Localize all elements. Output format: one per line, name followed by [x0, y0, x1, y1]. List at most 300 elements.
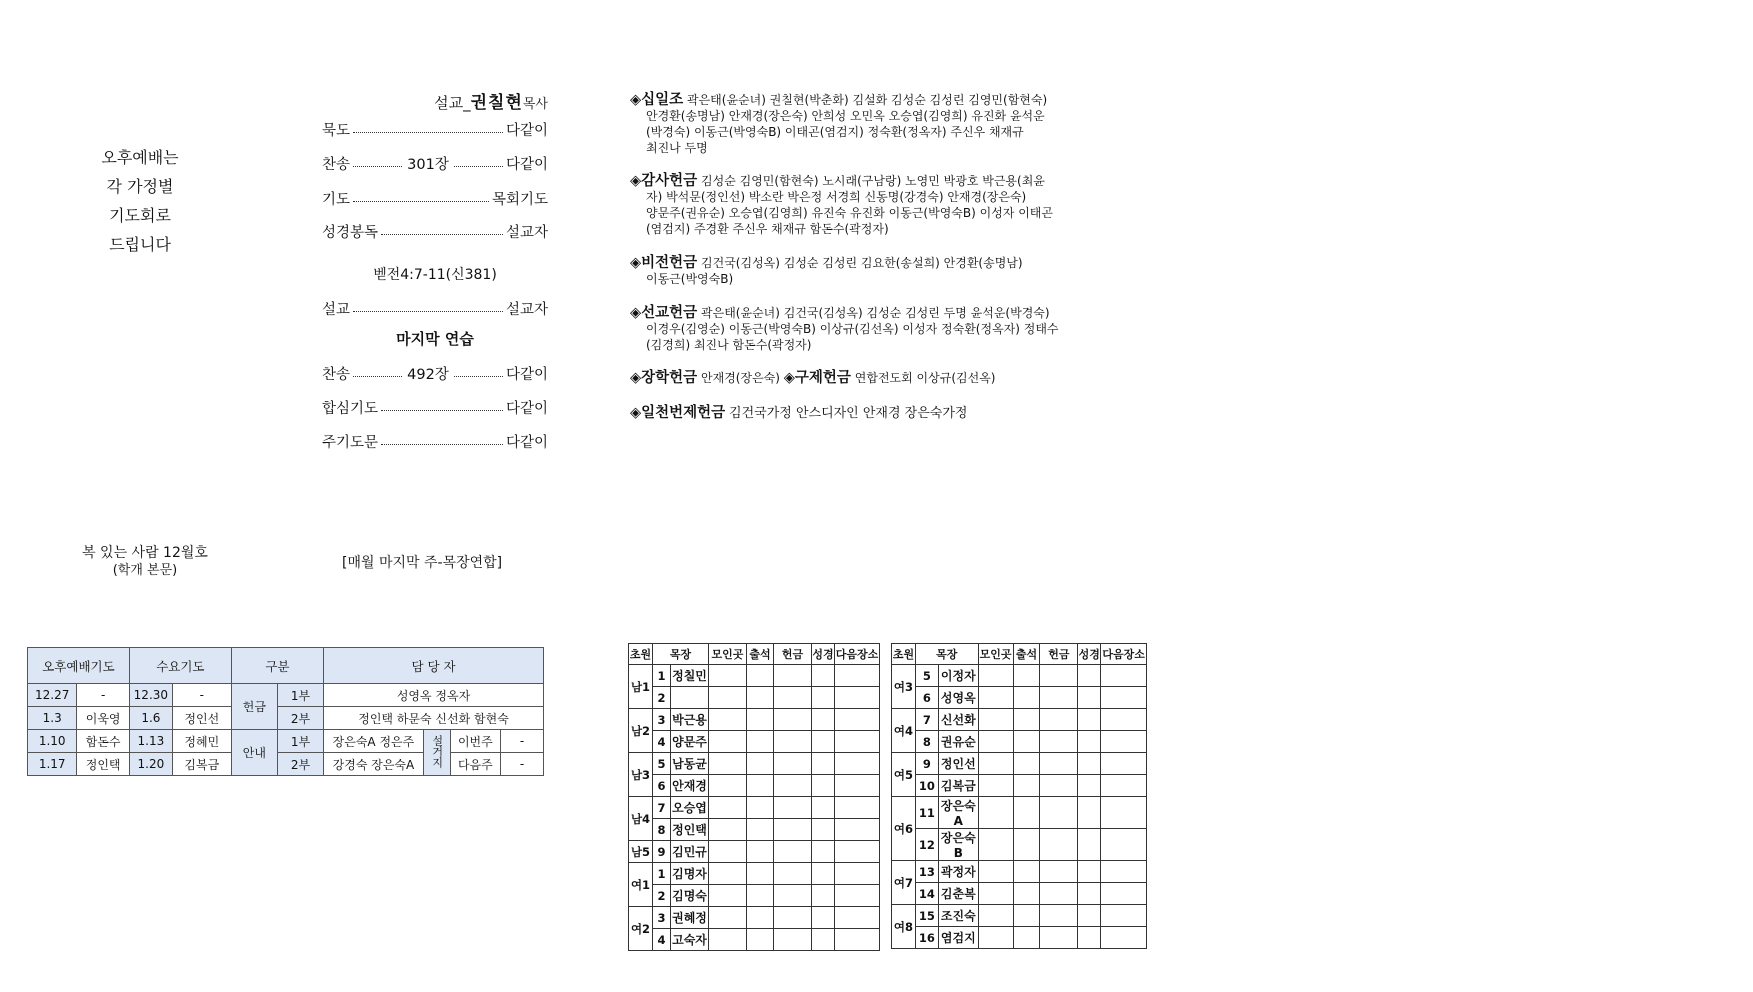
- table-row: [28, 684, 544, 707]
- blank-cell: [774, 819, 812, 841]
- cell-number: 3: [653, 709, 671, 731]
- duty-staff: 정인택 하문숙 신선화 함현숙: [324, 707, 544, 730]
- blank-cell: [1078, 861, 1101, 883]
- order-label: 주기도문: [322, 435, 379, 451]
- offering-title: ◈구제헌금: [783, 370, 851, 386]
- blank-cell: [1101, 731, 1147, 753]
- cell-number: 4: [653, 929, 671, 951]
- cell-number: 2: [653, 687, 671, 709]
- order-row: [322, 188, 548, 209]
- blank-cell: [978, 861, 1013, 883]
- offering-names: 김건국가정 안스디자인 안재경 장은숙가정: [729, 406, 968, 421]
- duty-date: 1.13: [129, 730, 172, 753]
- blank-cell: [835, 907, 880, 929]
- table-row: [892, 753, 1147, 775]
- blank-cell: [835, 709, 880, 731]
- cell-number: 7: [915, 709, 938, 731]
- blank-cell: [1040, 797, 1078, 829]
- blank-cell: [812, 929, 835, 951]
- leader-name: 정인선: [938, 753, 978, 775]
- duty-part: 2부: [277, 753, 323, 776]
- table-row: [28, 707, 544, 730]
- blank-cell: [747, 775, 774, 797]
- group-label: 여1: [629, 863, 653, 907]
- offering-title: ◈장학헌금: [630, 370, 698, 386]
- duty-date: 12.30: [129, 684, 172, 707]
- table-row: [892, 905, 1147, 927]
- blank-cell: [812, 687, 835, 709]
- cell-number: 10: [915, 775, 938, 797]
- cell-number: 6: [653, 775, 671, 797]
- blank-cell: [747, 929, 774, 951]
- cell-number: 1: [653, 863, 671, 885]
- hymn-number: 301장: [407, 157, 449, 173]
- cell-number: 11: [915, 797, 938, 829]
- leader-name: 고숙자: [671, 929, 709, 951]
- order-label: 설교: [322, 302, 351, 318]
- blank-cell: [1013, 927, 1040, 949]
- order-value: 다같이: [505, 435, 548, 451]
- order-value: 다같이: [505, 157, 549, 173]
- offering-names: 자) 박석문(정인선) 박소란 박은정 서경희 신동명(강경숙) 안재경(장은숙): [646, 190, 1027, 204]
- blank-cell: [774, 687, 812, 709]
- blank-cell: [978, 687, 1013, 709]
- cell-number: 3: [653, 907, 671, 929]
- duty-date: 1.6: [129, 707, 172, 730]
- leader-name: 곽정자: [938, 861, 978, 883]
- order-label: 찬송: [322, 157, 351, 173]
- duty-date: 1.3: [28, 707, 77, 730]
- duty-person: 정혜민: [172, 730, 231, 753]
- cell-number: 8: [653, 819, 671, 841]
- group-label: 여6: [892, 797, 916, 861]
- sermon-title: 마지막 연습: [396, 330, 474, 348]
- offering-title: ◈일천번제헌금: [630, 405, 726, 421]
- offering-names: 이경우(김영순) 이동근(박영숙B) 이상규(김선옥) 이성자 정숙환(정옥자) 정태수: [646, 322, 1059, 336]
- attendance-header: 초원: [629, 644, 653, 665]
- blank-cell: [1078, 905, 1101, 927]
- blank-cell: [1101, 665, 1147, 687]
- leader-name: 양문주: [671, 731, 709, 753]
- dish-label: 다음주: [450, 753, 500, 776]
- table-row: [892, 731, 1147, 753]
- duty-date: 1.10: [28, 730, 77, 753]
- blank-cell: [978, 731, 1013, 753]
- dish-group: [423, 730, 450, 776]
- blank-cell: [1078, 883, 1101, 905]
- table-row: [28, 753, 544, 776]
- dish-value: -: [501, 753, 544, 776]
- cell-number: 8: [915, 731, 938, 753]
- blank-cell: [1040, 731, 1078, 753]
- offering-mission: [630, 305, 1150, 353]
- blank-cell: [812, 665, 835, 687]
- cell-number: 7: [653, 797, 671, 819]
- duty-part: 2부: [277, 707, 323, 730]
- order-row: [322, 431, 548, 452]
- duty-table: [27, 647, 544, 776]
- blank-cell: [1040, 775, 1078, 797]
- duty-person: 이욱영: [77, 707, 130, 730]
- blank-cell: [1078, 927, 1101, 949]
- blank-cell: [1078, 687, 1101, 709]
- blank-cell: [1101, 775, 1147, 797]
- offering-title: ◈선교헌금: [630, 305, 698, 321]
- blank-cell: [1078, 797, 1101, 829]
- blank-cell: [709, 841, 747, 863]
- duty-person: 정인선: [172, 707, 231, 730]
- blank-cell: [1101, 927, 1147, 949]
- group-label: 남1: [629, 665, 653, 709]
- offering-thousand: [630, 405, 1150, 422]
- blank-cell: [709, 797, 747, 819]
- table-row: [629, 907, 880, 929]
- duty-person: 함돈수: [77, 730, 130, 753]
- afternoon-notice: [90, 143, 190, 259]
- blank-cell: [1013, 775, 1040, 797]
- blank-cell: [747, 665, 774, 687]
- blank-cell: [1013, 687, 1040, 709]
- table-row: [629, 687, 880, 709]
- duty-header: 구분: [231, 648, 323, 684]
- blank-cell: [747, 863, 774, 885]
- blank-cell: [1013, 829, 1040, 861]
- group-label: 여2: [629, 907, 653, 951]
- blank-cell: [1101, 709, 1147, 731]
- table-row: [629, 775, 880, 797]
- blank-cell: [835, 665, 880, 687]
- blank-cell: [1101, 829, 1147, 861]
- blank-cell: [1040, 753, 1078, 775]
- leader-name: 신선화: [938, 709, 978, 731]
- duty-part: 1부: [277, 684, 323, 707]
- blank-cell: [774, 665, 812, 687]
- table-row: [892, 927, 1147, 949]
- leader-name: 김복금: [938, 775, 978, 797]
- cell-number: 2: [653, 885, 671, 907]
- blank-cell: [747, 907, 774, 929]
- attendance-header: 성경: [1078, 644, 1101, 665]
- attendance-header: 다음장소: [835, 644, 880, 665]
- leader-name: [671, 687, 709, 709]
- attendance-table-right: [891, 643, 1147, 949]
- blank-cell: [774, 841, 812, 863]
- group-label: 남4: [629, 797, 653, 841]
- blank-cell: [1101, 687, 1147, 709]
- blank-cell: [835, 885, 880, 907]
- blank-cell: [1013, 797, 1040, 829]
- attendance-header: 성경: [812, 644, 835, 665]
- group-label: 남2: [629, 709, 653, 753]
- table-row: [892, 797, 1147, 829]
- table-row: [629, 797, 880, 819]
- monthly-note: [매월 마지막 주-목장연합]: [342, 555, 503, 571]
- blank-cell: [835, 819, 880, 841]
- blank-cell: [747, 753, 774, 775]
- cell-number: 14: [915, 883, 938, 905]
- blank-cell: [709, 775, 747, 797]
- cell-number: 9: [653, 841, 671, 863]
- duty-date: 1.20: [129, 753, 172, 776]
- order-value: 다같이: [505, 367, 549, 383]
- table-row: [629, 841, 880, 863]
- cell-number: 5: [915, 665, 938, 687]
- cell-number: 16: [915, 927, 938, 949]
- afternoon-line: 기도회로: [109, 206, 171, 225]
- blank-cell: [835, 687, 880, 709]
- order-value: 목회기도: [491, 192, 548, 208]
- offering-names: 김건국(김성옥) 김성순 김성린 김요한(송설희) 안경환(송명남): [701, 256, 1023, 270]
- blank-cell: [978, 883, 1013, 905]
- blank-cell: [747, 819, 774, 841]
- offering-names: 이동근(박영숙B): [646, 272, 734, 286]
- blank-cell: [1101, 753, 1147, 775]
- offering-names: 안경환(송명남) 안재경(장은숙) 안희성 오민옥 오승엽(김영희) 유진화 윤석운: [646, 109, 1045, 123]
- blank-cell: [978, 709, 1013, 731]
- offering-names: 김성순 김영민(함현숙) 노시래(구남랑) 노영민 박광호 박근용(최윤: [701, 174, 1045, 188]
- group-label: 남5: [629, 841, 653, 863]
- order-label: 성경봉독: [322, 225, 379, 241]
- order-value: 다같이: [505, 401, 548, 417]
- blank-cell: [709, 687, 747, 709]
- duty-person: -: [77, 684, 130, 707]
- leader-name: 남동균: [671, 753, 709, 775]
- blank-cell: [1013, 709, 1040, 731]
- offering-names: (김경희) 최진나 함돈수(곽정자): [646, 338, 812, 352]
- blank-cell: [1040, 709, 1078, 731]
- blank-cell: [978, 829, 1013, 861]
- attendance-header: 모인곳: [709, 644, 747, 665]
- blank-cell: [1101, 797, 1147, 829]
- cell-number: 13: [915, 861, 938, 883]
- devotional-subtitle: (학개 본문): [112, 563, 178, 578]
- blank-cell: [835, 731, 880, 753]
- attendance-header: 다음장소: [1101, 644, 1147, 665]
- leader-name: 이정자: [938, 665, 978, 687]
- table-row: [629, 665, 880, 687]
- blank-cell: [774, 709, 812, 731]
- group-label: 여5: [892, 753, 916, 797]
- attendance-header: 목장: [653, 644, 709, 665]
- blank-cell: [1040, 883, 1078, 905]
- blank-cell: [812, 907, 835, 929]
- blank-cell: [709, 665, 747, 687]
- leader-name: 성영옥: [938, 687, 978, 709]
- blank-cell: [747, 687, 774, 709]
- offering-names: 안재경(장은숙): [701, 371, 780, 385]
- cell-number: 1: [653, 665, 671, 687]
- blank-cell: [835, 753, 880, 775]
- order-value: 설교자: [505, 225, 548, 241]
- order-row: [322, 221, 548, 242]
- attendance-header: 출석: [1013, 644, 1040, 665]
- blank-cell: [1040, 665, 1078, 687]
- blank-cell: [774, 907, 812, 929]
- group-label: 여3: [892, 665, 916, 709]
- blank-cell: [709, 907, 747, 929]
- afternoon-line: 오후예배는: [101, 148, 179, 167]
- blank-cell: [1040, 927, 1078, 949]
- devotional-note: [60, 544, 230, 580]
- order-row: [322, 153, 548, 174]
- blank-cell: [1078, 731, 1101, 753]
- blank-cell: [1013, 883, 1040, 905]
- blank-cell: [709, 819, 747, 841]
- blank-cell: [835, 929, 880, 951]
- blank-cell: [812, 775, 835, 797]
- blank-cell: [1101, 861, 1147, 883]
- duty-group: 안내: [231, 730, 277, 776]
- blank-cell: [1078, 709, 1101, 731]
- blank-cell: [1078, 829, 1101, 861]
- offering-vision: [630, 255, 1150, 287]
- dish-value: -: [501, 730, 544, 753]
- order-row: [322, 397, 548, 418]
- leader-name: 박근용: [671, 709, 709, 731]
- leader-name: 오승엽: [671, 797, 709, 819]
- table-row: [629, 819, 880, 841]
- blank-cell: [1101, 883, 1147, 905]
- leader-name: 정칠민: [671, 665, 709, 687]
- preacher-name: 권칠현: [470, 93, 523, 113]
- leader-name: 김명자: [671, 863, 709, 885]
- duty-group: 헌금: [231, 684, 277, 730]
- blank-cell: [835, 841, 880, 863]
- attendance-header: 헌금: [1040, 644, 1078, 665]
- blank-cell: [1013, 905, 1040, 927]
- offering-scholarship: [630, 370, 1150, 386]
- blank-cell: [1013, 861, 1040, 883]
- blank-cell: [978, 797, 1013, 829]
- devotional-title: 복 있는 사람 12월호: [82, 545, 208, 561]
- group-label: 남3: [629, 753, 653, 797]
- offering-title: ◈감사헌금: [630, 173, 698, 189]
- offering-names: (박경숙) 이동근(박영숙B) 이태곤(염검지) 정숙환(정옥자) 주신우 채재규: [646, 125, 1024, 139]
- blank-cell: [978, 753, 1013, 775]
- duty-person: 정인택: [77, 753, 130, 776]
- duty-header: 수요기도: [129, 648, 231, 684]
- offering-names: 양문주(권유순) 오승엽(김영희) 유진숙 유진화 이동근(박영숙B) 이성자 이태곤: [646, 206, 1053, 220]
- offering-names: 연합전도회 이상규(김선옥): [854, 371, 996, 385]
- blank-cell: [747, 841, 774, 863]
- blank-cell: [812, 709, 835, 731]
- afternoon-line: 각 가정별: [106, 177, 174, 196]
- blank-cell: [835, 797, 880, 819]
- offering-title: ◈십일조: [630, 92, 684, 108]
- leader-name: 정인택: [671, 819, 709, 841]
- blank-cell: [774, 797, 812, 819]
- blank-cell: [774, 885, 812, 907]
- blank-cell: [774, 731, 812, 753]
- cell-number: 12: [915, 829, 938, 861]
- table-row: [629, 731, 880, 753]
- cell-number: 6: [915, 687, 938, 709]
- blank-cell: [709, 863, 747, 885]
- blank-cell: [709, 885, 747, 907]
- duty-staff: 성영옥 정옥자: [324, 684, 544, 707]
- table-row: [28, 730, 544, 753]
- blank-cell: [774, 753, 812, 775]
- offering-title: ◈비전헌금: [630, 255, 698, 271]
- blank-cell: [978, 905, 1013, 927]
- table-row: [629, 885, 880, 907]
- hymn-number: 492장: [407, 367, 449, 383]
- blank-cell: [709, 709, 747, 731]
- blank-cell: [747, 731, 774, 753]
- blank-cell: [812, 731, 835, 753]
- blank-cell: [774, 775, 812, 797]
- leader-name: 염검지: [938, 927, 978, 949]
- blank-cell: [1013, 731, 1040, 753]
- table-row: [892, 775, 1147, 797]
- afternoon-line: 드립니다: [109, 235, 171, 254]
- blank-cell: [812, 841, 835, 863]
- order-label: 합심기도: [322, 401, 379, 417]
- sermon-prefix: 설교_: [434, 94, 471, 112]
- duty-person: 김복금: [172, 753, 231, 776]
- table-row: [892, 687, 1147, 709]
- attendance-header: 초원: [892, 644, 916, 665]
- group-label: 여7: [892, 861, 916, 905]
- blank-cell: [709, 731, 747, 753]
- table-row: [629, 709, 880, 731]
- leader-name: 김민규: [671, 841, 709, 863]
- leader-name: 조진숙: [938, 905, 978, 927]
- offering-names: (염검지) 주경환 주신우 채재규 함돈수(곽정자): [646, 222, 889, 236]
- dish-group-label: 설거지: [430, 734, 444, 768]
- table-row: [892, 665, 1147, 687]
- duty-part: 1부: [277, 730, 323, 753]
- blank-cell: [709, 753, 747, 775]
- cell-number: 5: [653, 753, 671, 775]
- blank-cell: [1078, 665, 1101, 687]
- offering-names: 곽은태(윤순녀) 권칠현(박춘화) 김설화 김성순 김성린 김영민(함현숙): [687, 93, 1048, 107]
- blank-cell: [812, 885, 835, 907]
- blank-cell: [812, 753, 835, 775]
- attendance-header: 헌금: [774, 644, 812, 665]
- cell-number: 4: [653, 731, 671, 753]
- blank-cell: [835, 775, 880, 797]
- leader-name: 김명숙: [671, 885, 709, 907]
- blank-cell: [747, 709, 774, 731]
- order-row: [322, 119, 548, 140]
- blank-cell: [1040, 861, 1078, 883]
- offering-names: 곽은태(윤순녀) 김건국(김성옥) 김성순 김성린 두명 윤석운(박경숙): [701, 306, 1050, 320]
- blank-cell: [1013, 665, 1040, 687]
- table-row: [629, 753, 880, 775]
- blank-cell: [978, 665, 1013, 687]
- duty-date: 12.27: [28, 684, 77, 707]
- order-label: 찬송: [322, 367, 351, 383]
- blank-cell: [812, 819, 835, 841]
- duty-staff: 장은숙A 정은주: [324, 730, 424, 753]
- table-row: [629, 863, 880, 885]
- order-row: [322, 363, 548, 384]
- blank-cell: [812, 863, 835, 885]
- duty-person: -: [172, 684, 231, 707]
- blank-cell: [774, 929, 812, 951]
- order-label: 기도: [322, 192, 351, 208]
- order-row: [322, 298, 548, 319]
- blank-cell: [1078, 753, 1101, 775]
- table-row: [892, 709, 1147, 731]
- offering-tithe: [630, 92, 1150, 156]
- cell-number: 9: [915, 753, 938, 775]
- blank-cell: [1101, 905, 1147, 927]
- blank-cell: [1040, 829, 1078, 861]
- leader-name: 안재경: [671, 775, 709, 797]
- sermon-heading: [402, 88, 548, 113]
